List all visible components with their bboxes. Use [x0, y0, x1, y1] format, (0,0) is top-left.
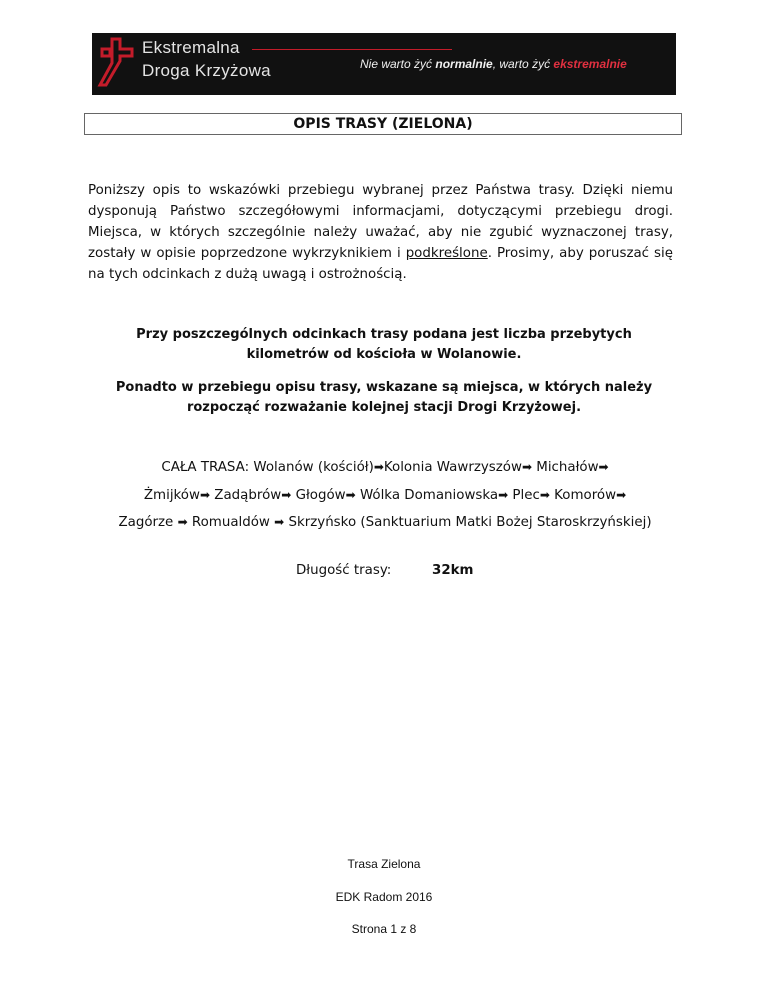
- footer-route-name: Trasa Zielona: [347, 857, 421, 871]
- note-stations: Ponadto w przebiegu opisu trasy, wskazane są miejsca, w których należy rozpocząć rozważanie kolejnej stacji Drogi Krzyżowej.: [115, 380, 653, 415]
- arrow-right-icon: ➡: [274, 515, 285, 529]
- intro-paragraph: Poniższy opis to wskazówki przebiegu wybranej przez Państwa trasy. Dzięki niemu dysponują Państwo szczegółowymi informacjami, dotyczącymi przebiegu drogi. Miejsca, w których szczególnie należy uważać, aby nie zgubić wyznaczonej trasy, zostały w opisie poprzedzone wykrzyknikiem i podkreślone. Prosimy, aby poruszać się na tych odcinkach z dużą uwagą i ostrożnością.: [88, 183, 673, 282]
- logo-text-line2: Droga Krzyżowa: [142, 61, 271, 80]
- arrow-right-icon: ➡: [373, 460, 384, 474]
- route-label: CAŁA TRASA:: [161, 460, 250, 475]
- footer-event: EDK Radom 2016: [335, 890, 433, 904]
- arrow-right-icon: ➡: [616, 488, 627, 502]
- arrow-right-icon: ➡: [598, 460, 609, 474]
- arrow-right-icon: ➡: [498, 488, 509, 502]
- route-line-1: CAŁA TRASA: Wolanów (kościół)➡Kolonia Wawrzyszów➡ Michałów➡: [161, 460, 609, 475]
- page-title: OPIS TRASY (ZIELONA): [84, 113, 682, 135]
- cross-logo-icon: [96, 37, 138, 89]
- route-length-label: Długość trasy:: [296, 563, 392, 578]
- arrow-right-icon: ➡: [345, 488, 356, 502]
- arrow-right-icon: ➡: [539, 488, 550, 502]
- route-line-2: Żmijków➡ Zadąbrów➡ Głogów➡ Wólka Domaniowska➡ Plec➡ Komorów➡: [143, 488, 627, 503]
- banner-divider: [252, 49, 452, 50]
- arrow-right-icon: ➡: [199, 488, 211, 502]
- arrow-right-icon: ➡: [281, 488, 292, 502]
- arrow-right-icon: ➡: [177, 515, 188, 529]
- note-kilometers: Przy poszczególnych odcinkach trasy podana jest liczba przebytych kilometrów od kościoła w Wolanowie.: [136, 327, 632, 362]
- underline-example: podkreślone: [405, 246, 488, 261]
- header-banner: [92, 33, 676, 95]
- route-line-3: Zagórze ➡ Romualdów ➡ Skrzyńsko (Sanktuarium Matki Bożej Staroskrzyńskiej): [118, 515, 652, 530]
- footer-page-number: Strona 1 z 8: [351, 922, 417, 936]
- arrow-right-icon: ➡: [521, 460, 532, 474]
- route-length-value: 32km: [432, 563, 474, 578]
- banner-tagline: Nie warto żyć normalnie, warto żyć ekstremalnie: [360, 57, 627, 71]
- logo-text-line1: Ekstremalna: [142, 38, 240, 57]
